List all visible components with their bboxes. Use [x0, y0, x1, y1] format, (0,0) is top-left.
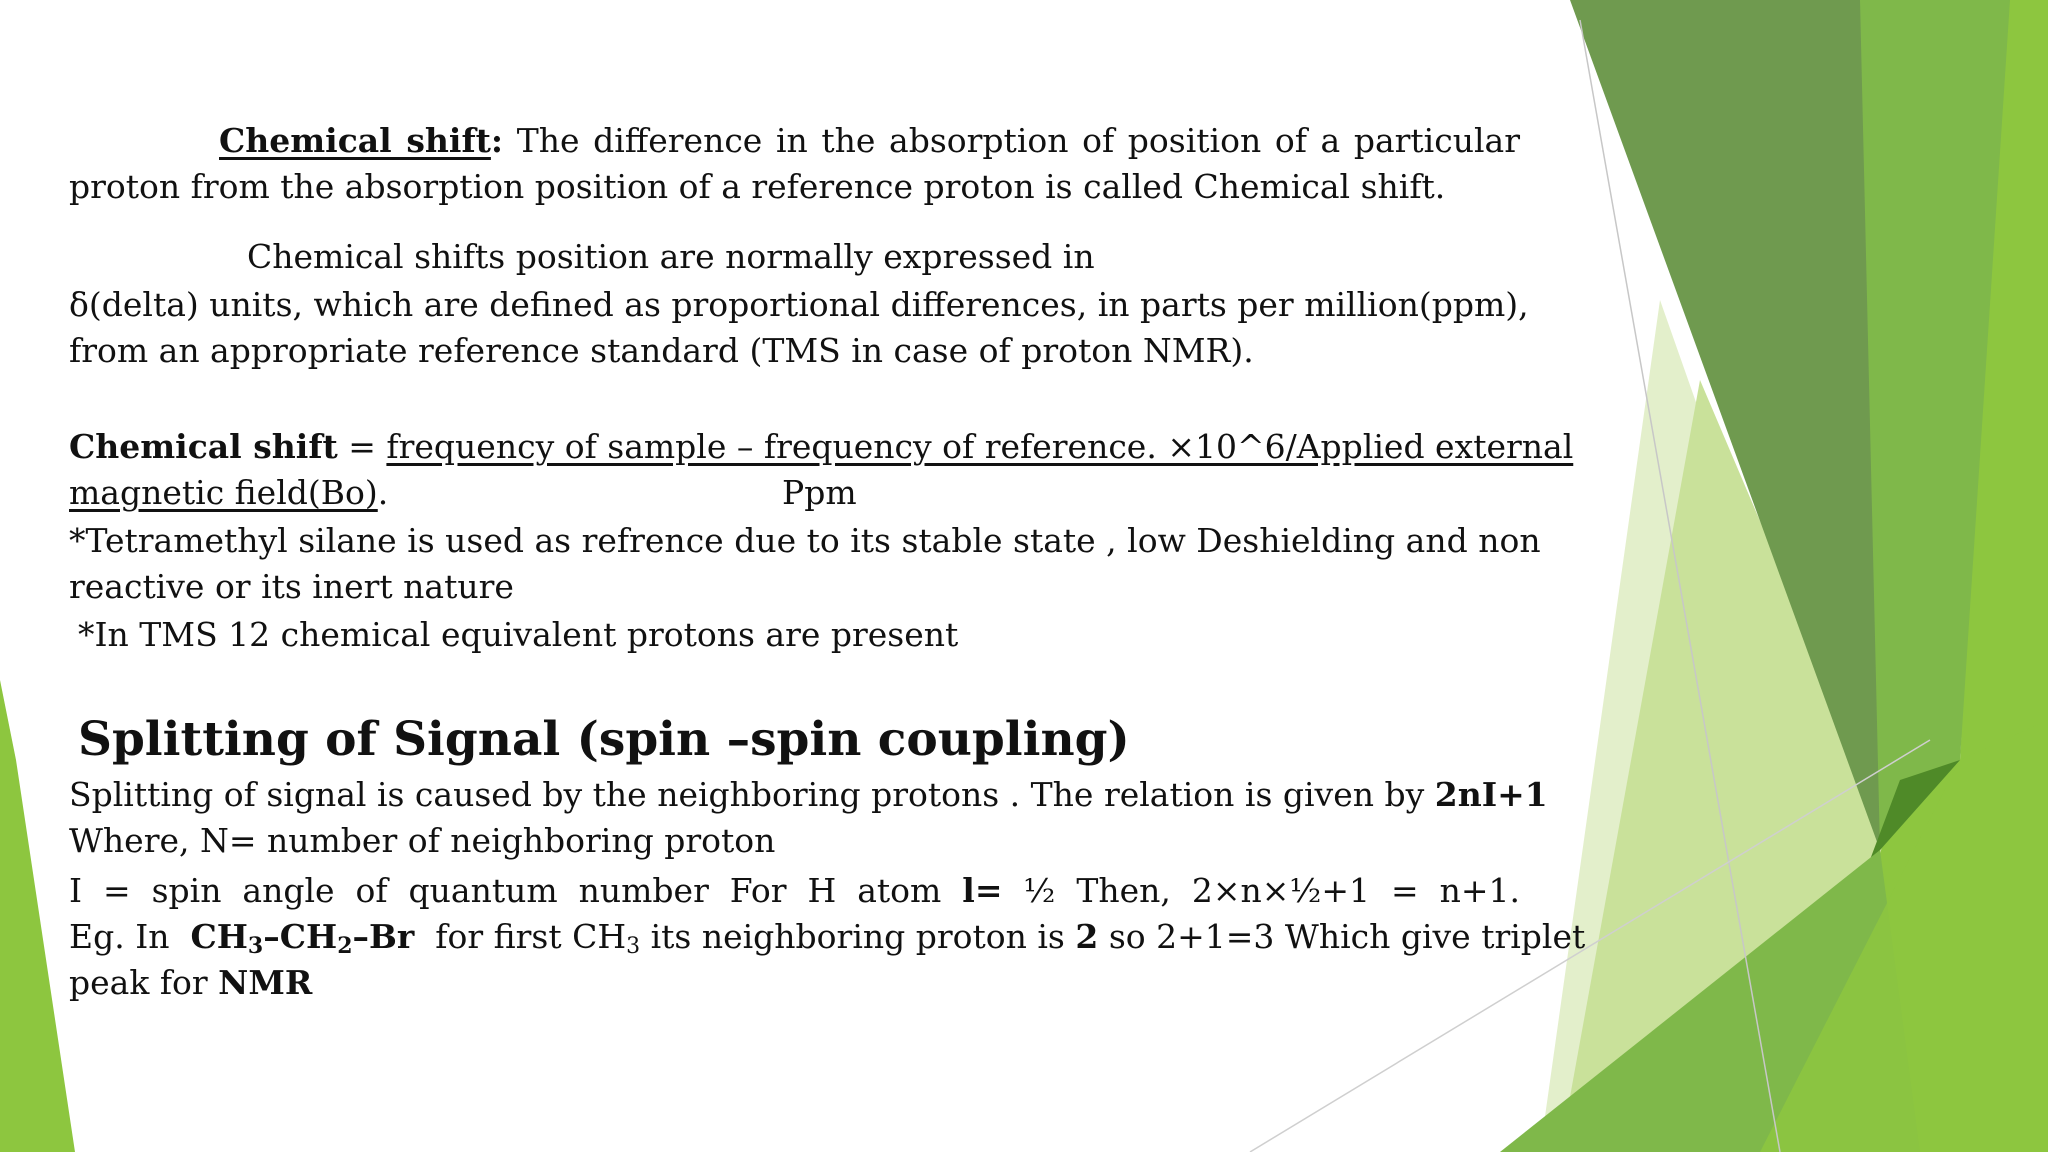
ch2-ch: –CH	[263, 917, 338, 956]
formula-period: .	[377, 473, 389, 512]
splitting-line5	[69, 960, 312, 1006]
neighbor-count: 2	[1075, 917, 1099, 956]
formula-equals: =	[337, 427, 387, 466]
splitting-line3	[69, 868, 1520, 914]
chemical-shift-term: Chemical shift	[219, 121, 491, 160]
ch3-ch: CH	[190, 917, 248, 956]
splitting-heading: Splitting of Signal (spin –spin coupling)	[78, 712, 1130, 767]
ch2-subscript: 2	[337, 933, 353, 959]
peak-for-text: peak for	[69, 963, 219, 1002]
example-result: so 2+1=3 Which give triplet	[1098, 917, 1586, 956]
formula-unit: Ppm	[782, 473, 857, 512]
first-ch3-subscript: 3	[626, 934, 641, 959]
tms-note-protons: *In TMS 12 chemical equivalent protons are present	[78, 615, 959, 654]
formula-line2	[69, 470, 388, 516]
spin-calc: ½ Then, 2×n×½+1 = n+1.	[1002, 871, 1520, 910]
formula-numerator: frequency of sample – frequency of reference. ×10^6/Applied external	[386, 427, 1574, 466]
tms-note-line1: *Tetramethyl silane is used as refrence due to its stable state , low Deshielding and non	[69, 521, 1541, 560]
splitting-line2: Where, N= number of neighboring proton	[69, 821, 776, 860]
left-green-sliver	[0, 680, 75, 1152]
formula-line1	[69, 424, 1573, 470]
definition-line1: The difference in the absorption of position of a particular	[516, 121, 1520, 160]
delta-units-line1: Chemical shifts position are normally expressed in	[247, 237, 1095, 276]
example-first-ch: for first CH	[414, 917, 627, 956]
splitting-cause-text: Splitting of signal is caused by the neighboring protons . The relation is given by	[69, 775, 1435, 814]
ch3-subscript: 3	[247, 933, 264, 959]
spin-text: I = spin angle of quantum number For H atom	[69, 871, 963, 910]
formula-denominator: magnetic field(Bo)	[69, 473, 378, 512]
example-prefix: Eg. In	[69, 917, 191, 956]
chemical-shift-line1	[69, 118, 1520, 164]
term-colon: :	[490, 121, 504, 160]
chemical-shift-line2: proton from the absorption position of a reference proton is called Chemical shift.	[69, 167, 1446, 206]
ethyl-bromide-formula	[190, 917, 415, 959]
formula-label: Chemical shift	[69, 427, 338, 466]
multiplicity-formula: 2nI+1	[1434, 775, 1548, 814]
splitting-line4	[69, 914, 1585, 960]
delta-units-line3: from an appropriate reference standard (TMS in case of proton NMR).	[69, 331, 1254, 370]
splitting-line1	[69, 772, 1548, 818]
delta-units-line2: δ(delta) units, which are defined as proportional differences, in parts per million(ppm),	[69, 285, 1529, 324]
spin-l: l=	[962, 871, 1003, 910]
br-atom: –Br	[352, 917, 415, 956]
tms-note-line2: reactive or its inert nature	[69, 567, 514, 606]
example-neighbor: its neighboring proton is	[640, 917, 1076, 956]
nmr-term: NMR	[218, 963, 313, 1002]
